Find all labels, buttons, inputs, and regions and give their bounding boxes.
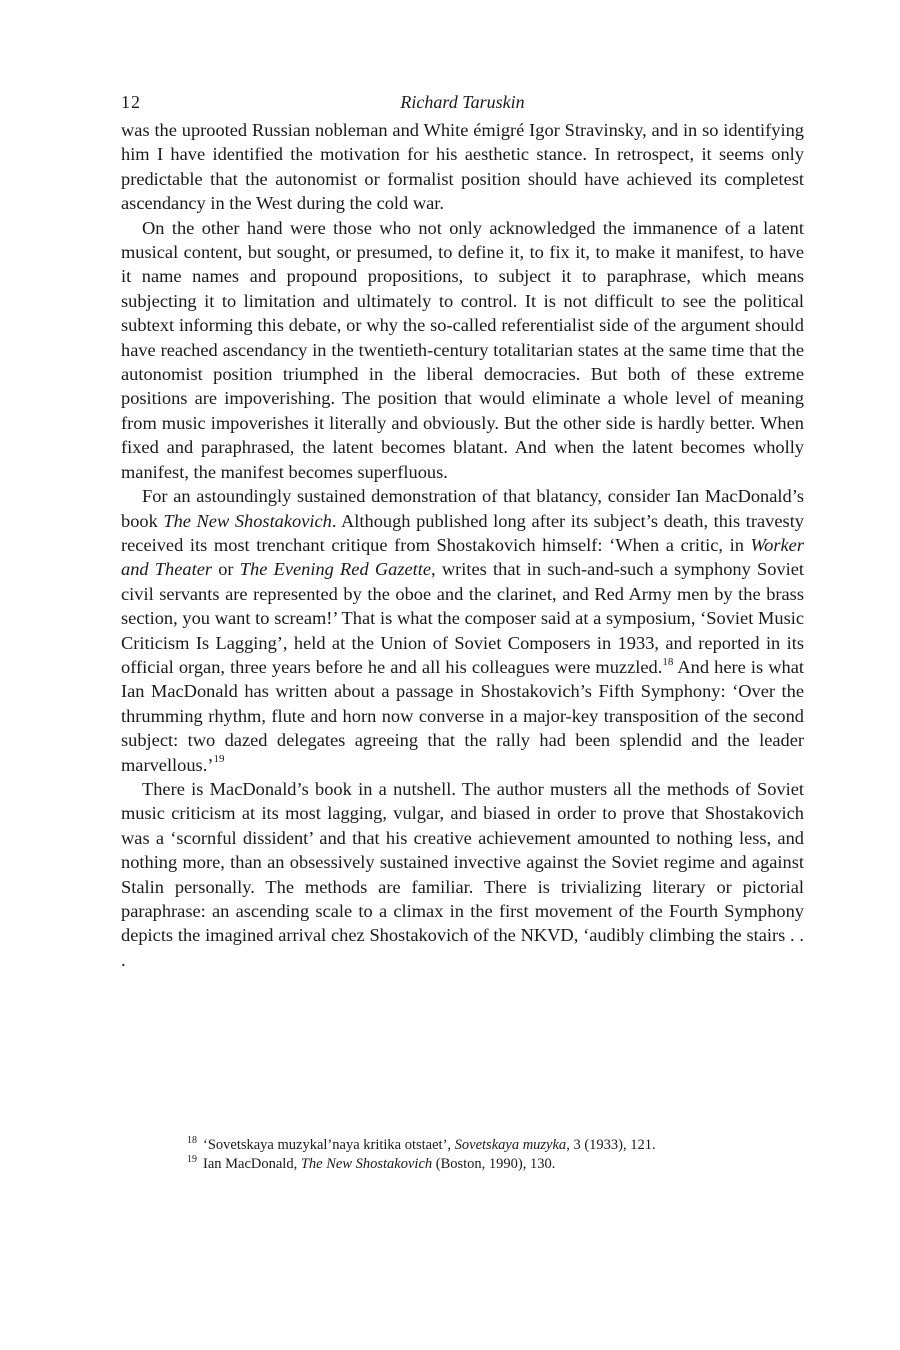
footnotes bbox=[187, 1136, 656, 1174]
running-head bbox=[121, 88, 804, 116]
paragraph bbox=[121, 777, 804, 972]
italic-title: Sovetskaya muzyka bbox=[454, 1137, 567, 1153]
text-run: was the uprooted Russian nobleman and White émigré Igor Stravinsky, and in so identifying him I have identified the motivation for his aesthetic stance. In retrospect, it seems only predictable that the autonomist or formalist position should have achieved its completest ascendancy in the West during the cold war. bbox=[121, 120, 804, 214]
text-run: or bbox=[212, 559, 240, 580]
body-text bbox=[121, 118, 804, 972]
italic-title: The New Shostakovich bbox=[300, 1156, 433, 1172]
text-run: ‘Sovetskaya muzykal’naya kritika otstaet’, bbox=[203, 1137, 455, 1153]
paragraph bbox=[121, 118, 804, 216]
text-run: . Although published long after its subject’s death, this travesty received its most trenchant critique from Shostakovich himself: ‘When a critic, in bbox=[121, 510, 804, 555]
footnote-reference[interactable]: 18 bbox=[662, 655, 674, 668]
italic-title: The New Shostakovich bbox=[163, 510, 332, 531]
text-run: On the other hand were those who not only acknowledged the immanence of a latent musical content, but sought, or presumed, to define it, to fix it, to make it manifest, to have it name names and propound propositions, to subject it to paraphrase, which means subjecting it to limitation and ultimately to control. It is not difficult to see the political subtext informing this debate, or why the so-called referentialist side of the argument should have reached ascendancy in the twentieth-century totalitarian states at the same time that the autonomist position triumphed in the liberal democracies. But both of these extreme positions are impoverishing. The position that would eliminate a whole level of meaning from music impoverishes it literally and obviously. But the other side is hardly better. When fixed and paraphrased, the latent becomes blatant. And when the latent becomes wholly manifest, the manifest becomes superfluous. bbox=[121, 217, 804, 482]
text-run: For an astoundingly sustained demonstration of that blatancy, consider Ian MacDonald’s book bbox=[121, 486, 804, 531]
italic-title: The Evening Red Gazette bbox=[239, 559, 432, 580]
footnote bbox=[187, 1155, 656, 1174]
text-run: , 3 (1933), 121. bbox=[566, 1137, 656, 1153]
text-run: And here is what Ian MacDonald has written about a passage in Shostakovich’s Fifth Symphony: ‘Over the thrumming rhythm, flute and horn now converse in a major-key transposition of the second subject: two dazed delegates agreeing that the rally had been splendid and the leader marvellous.’ bbox=[121, 656, 804, 775]
running-title-author: Richard Taruskin bbox=[400, 92, 525, 112]
footnote-number: 19 bbox=[187, 1154, 197, 1166]
book-page bbox=[121, 88, 804, 972]
paragraph bbox=[121, 484, 804, 777]
text-run: (Boston, 1990), 130. bbox=[432, 1156, 556, 1172]
text-run: Ian MacDonald, bbox=[203, 1156, 301, 1172]
text-run: , writes that in such-and-such a symphony Soviet civil servants are represented by the oboe and the clarinet, and Red Army men by the brass section, you want to scream!’ That is what the composer said at a symposium, ‘Soviet Music Criticism Is Lagging’, held at the Union of Soviet Composers in 1933, and reported in its official organ, three years before he and all his colleagues were muzzled. bbox=[121, 559, 804, 677]
paragraph bbox=[121, 216, 804, 484]
footnote-number: 18 bbox=[187, 1135, 197, 1147]
text-run: There is MacDonald’s book in a nutshell. The author musters all the methods of Soviet music criticism at its most lagging, vulgar, and biased in order to prove that Shostakovich was a ‘scornful dissident’ and that his creative achievement amounted to nothing less, and nothing more, than an obsessively sustained invective against the Soviet regime and against Stalin personally. The methods are familiar. There is trivializing literary or pictorial paraphrase: an ascending scale to a climax in the first movement of the Fourth Symphony depicts the imagined arrival chez Shostakovich of the NKVD, ‘audibly climbing the stairs . . . bbox=[121, 778, 804, 970]
footnote-reference[interactable]: 19 bbox=[213, 753, 225, 766]
page-number: 12 bbox=[121, 92, 141, 112]
italic-title: Worker and Theater bbox=[121, 534, 804, 580]
footnote bbox=[187, 1136, 656, 1155]
